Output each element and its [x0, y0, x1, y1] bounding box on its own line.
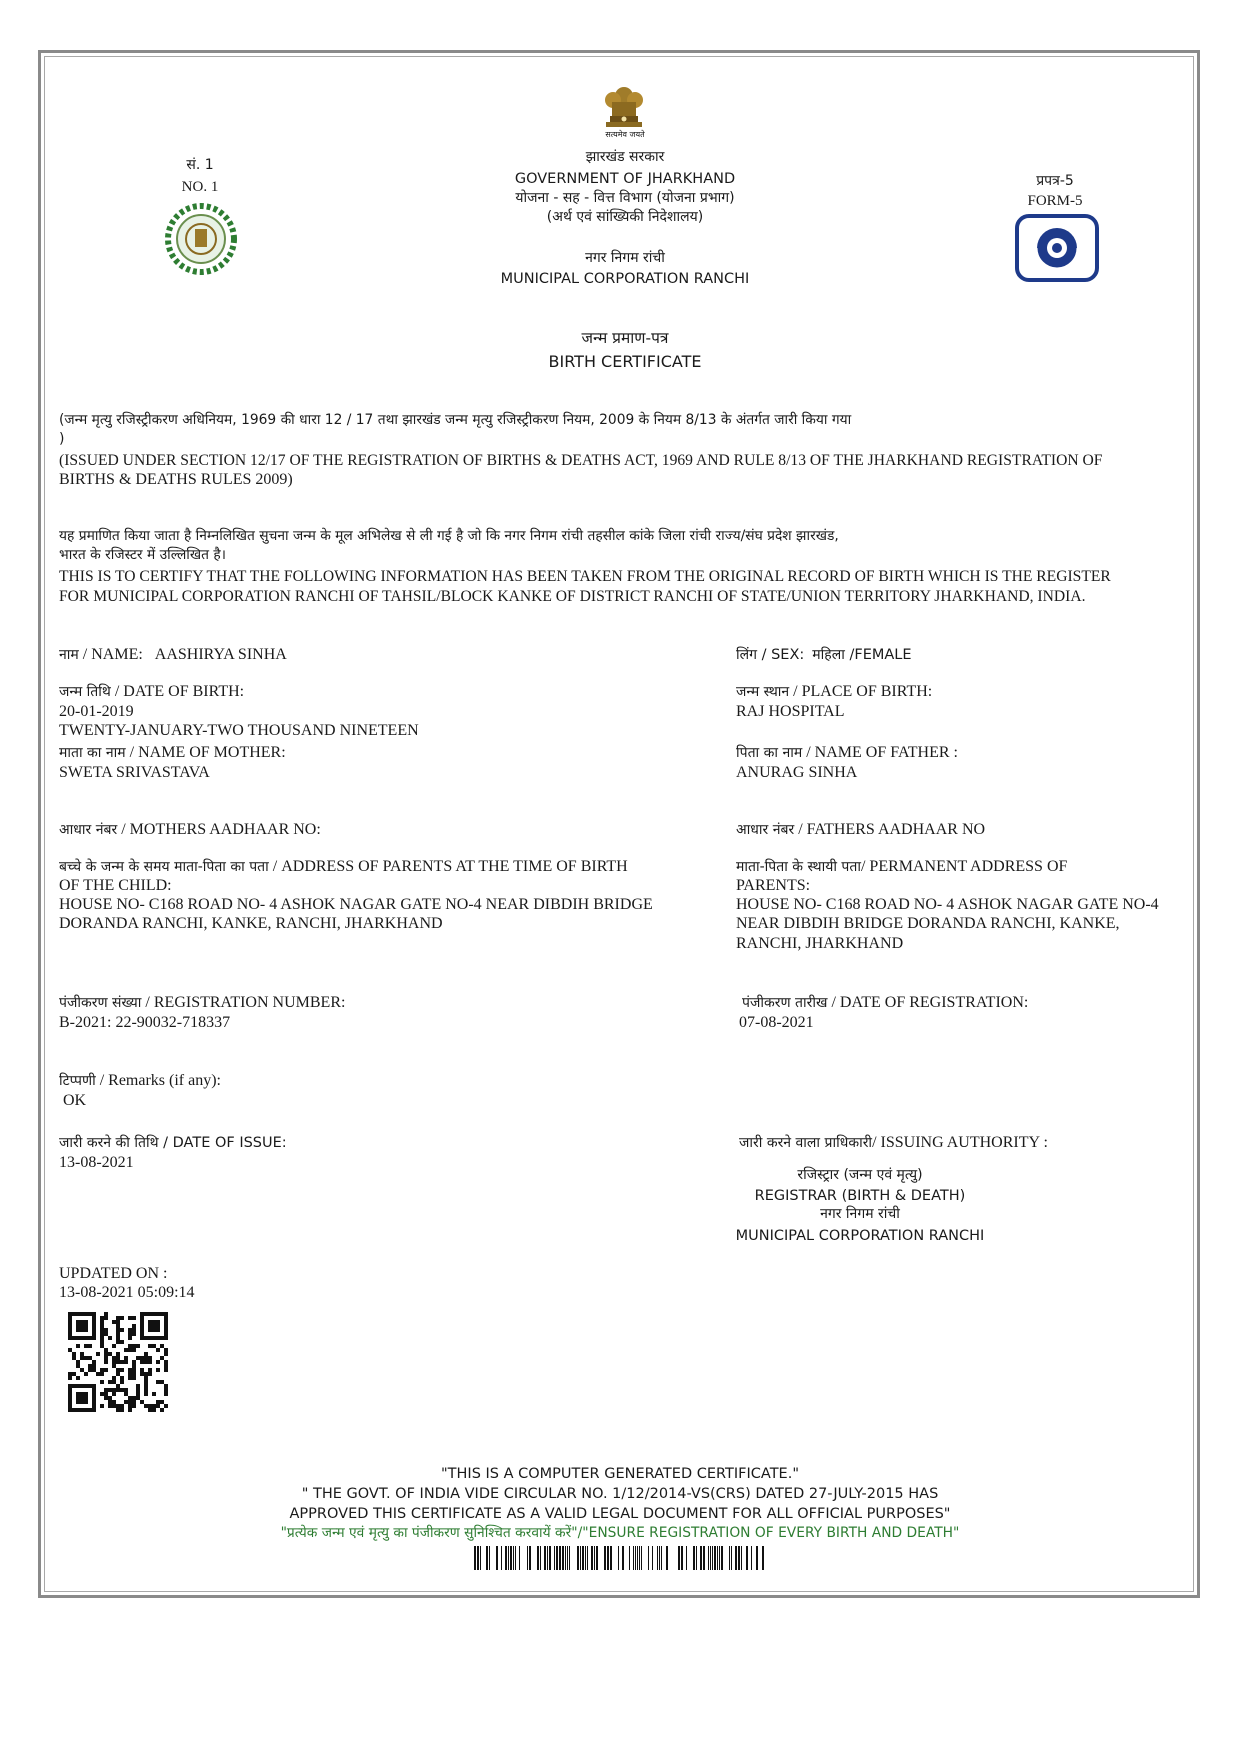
authority-corp-hindi: नगर निगम रांची	[820, 1206, 900, 1222]
preamble-english-line2: BIRTHS & DEATHS RULES 2009)	[59, 471, 293, 488]
authority-label-hindi: जारी करने वाला प्राधिकारी	[739, 1135, 873, 1151]
sex-label-hindi: लिंग	[736, 647, 757, 663]
father-label-hindi: पिता का नाम	[736, 745, 803, 761]
mother-name-label	[59, 743, 286, 763]
father-label-english: / NAME OF FATHER :	[802, 744, 958, 761]
father-aadhaar-label-hindi: आधार नंबर	[736, 822, 795, 838]
reg-no-label-hindi: पंजीकरण संख्या	[59, 995, 142, 1011]
permanent-address-line1: HOUSE NO- C168 ROAD NO- 4 ASHOK NAGAR GATE NO-4	[736, 896, 1159, 913]
emblem-motto: सत्यमेव जयते	[605, 130, 645, 139]
birth-address-label-hindi: बच्चे के जन्म के समय माता-पिता का पता	[59, 859, 269, 875]
department-hindi: योजना - सह - वित्त विभाग (योजना प्रभाग)	[515, 190, 735, 206]
issuing-authority-label	[739, 1133, 1048, 1153]
certify-hindi-line2: भारत के रजिस्टर में उल्लिखित है।	[59, 547, 226, 563]
updated-on-value: 13-08-2021 05:09:14	[59, 1284, 195, 1301]
father-aadhaar-label	[736, 820, 985, 840]
barcode	[472, 1546, 772, 1570]
permanent-address-line2: NEAR DIBDIH BRIDGE DORANDA RANCHI, KANKE,	[736, 915, 1120, 932]
computer-generated-note: "THIS IS A COMPUTER GENERATED CERTIFICATE."	[441, 1466, 799, 1482]
pob-label-english: / PLACE OF BIRTH:	[789, 683, 933, 700]
dob-label-english: / DATE OF BIRTH:	[110, 683, 245, 700]
registration-number-value: B-2021: 22-90032-718337	[59, 1014, 231, 1031]
authority-label-english: / ISSUING AUTHORITY :	[872, 1134, 1048, 1151]
state-emblem-icon	[596, 76, 652, 138]
serial-no-english: NO. 1	[181, 179, 219, 195]
date-of-issue-label	[59, 1133, 287, 1153]
sex-value: /FEMALE	[844, 647, 912, 663]
form-no-english: FORM-5	[1027, 193, 1083, 209]
registration-number-label	[59, 993, 345, 1013]
date-of-issue-value: 13-08-2021	[59, 1154, 134, 1171]
state-name-english: GOVERNMENT OF JHARKHAND	[514, 171, 736, 187]
issue-label-hindi: जारी करने की तिथि	[59, 1135, 159, 1151]
certify-hindi-line1: यह प्रमाणित किया जाता है निम्नलिखित सुचना जन्म के मूल अभिलेख से ली गई है जो कि नगर निगम रांची तहसील कांके जिला रांची राज्य/संघ प्रदेश झारखंड,	[59, 528, 839, 544]
birth-address-line1: HOUSE NO- C168 ROAD NO- 4 ASHOK NAGAR GATE NO-4 NEAR DIBDIH BRIDGE	[59, 896, 653, 913]
pob-value: RAJ HOSPITAL	[736, 703, 845, 720]
certify-english-line1: THIS IS TO CERTIFY THAT THE FOLLOWING INFORMATION HAS BEEN TAKEN FROM THE ORIGINAL RECORD OF BIRTH WHICH IS THE REGISTER	[59, 568, 1111, 585]
permanent-address-line3: RANCHI, JHARKHAND	[736, 935, 904, 952]
updated-on-label: UPDATED ON :	[59, 1265, 168, 1282]
sex-field	[736, 645, 912, 665]
permanent-address-label-english: / PERMANENT ADDRESS OF	[860, 858, 1068, 875]
pob-label	[736, 682, 932, 702]
registration-date-value: 07-08-2021	[739, 1014, 814, 1031]
directorate-hindi: (अर्थ एवं सांख्यिकी निदेशालय)	[546, 209, 704, 225]
sex-label: / SEX:	[757, 647, 805, 663]
mother-label-hindi: माता का नाम	[59, 745, 126, 761]
remarks-label	[59, 1071, 221, 1091]
dob-value: 20-01-2019	[59, 703, 134, 720]
dob-label	[59, 682, 244, 702]
remarks-label-english: / Remarks (if any):	[95, 1072, 221, 1089]
mother-name-value: SWETA SRIVASTAVA	[59, 764, 210, 781]
name-label: / NAME:	[78, 646, 143, 663]
authority-title-english: REGISTRAR (BIRTH & DEATH)	[754, 1188, 966, 1204]
permanent-address-label-hindi: माता-पिता के स्थायी पता	[736, 859, 861, 875]
father-name-label	[736, 743, 958, 763]
corporation-hindi: नगर निगम रांची	[585, 250, 665, 266]
registration-slogan: "प्रत्येक जन्म एवं मृत्यु का पंजीकरण सुनिश्चित करवायें करें"/"ENSURE REGISTRATION OF EVERY BIRTH AND DEATH"	[280, 1525, 960, 1541]
reg-no-label-english: / REGISTRATION NUMBER:	[141, 994, 346, 1011]
remarks-label-hindi: टिप्पणी	[59, 1073, 96, 1089]
preamble-hindi-line1: (जन्म मृत्यु रजिस्ट्रीकरण अधिनियम, 1969 की धारा 12 / 17 तथा झारखंड जन्म मृत्यु रजिस्ट्रीकरण नियम, 2009 के नियम 8/13 के अंतर्गत जारी किया गया	[59, 412, 852, 428]
preamble-english-line1: (ISSUED UNDER SECTION 12/17 OF THE REGISTRATION OF BIRTHS & DEATHS ACT, 1969 AND RULE 8/13 OF THE JHARKHAND REGISTRATION OF	[59, 452, 1103, 469]
govt-circular-note: " THE GOVT. OF INDIA VIDE CIRCULAR NO. 1/12/2014-VS(CRS) DATED 27-JULY-2015 HAS	[301, 1486, 939, 1502]
registration-date-label	[742, 993, 1028, 1013]
dob-in-words: TWENTY-JANUARY-TWO THOUSAND NINETEEN	[59, 722, 419, 739]
mother-aadhaar-label-hindi: आधार नंबर	[59, 822, 118, 838]
permanent-address-label	[736, 857, 1067, 877]
name-label-hindi: नाम	[59, 647, 79, 663]
father-aadhaar-label-english: / FATHERS AADHAAR NO	[794, 821, 986, 838]
mother-aadhaar-label-english: / MOTHERS AADHAAR NO:	[117, 821, 321, 838]
remarks-value: OK	[63, 1092, 87, 1109]
crs-logo-icon	[1015, 214, 1099, 282]
birth-address-label-line2: OF THE CHILD:	[59, 877, 172, 894]
certify-english-line2: FOR MUNICIPAL CORPORATION RANCHI OF TAHSIL/BLOCK KANKE OF DISTRICT RANCHI OF STATE/UNION TERRITORY JHARKHAND, INDIA.	[59, 588, 1086, 605]
legal-document-note: APPROVED THIS CERTIFICATE AS A VALID LEGAL DOCUMENT FOR ALL OFFICIAL PURPOSES"	[289, 1506, 951, 1522]
serial-no-hindi: सं. 1	[186, 157, 214, 173]
title-english: BIRTH CERTIFICATE	[548, 352, 702, 371]
reg-date-label-hindi: पंजीकरण तारीख	[742, 995, 828, 1011]
dob-label-hindi: जन्म तिथि	[59, 684, 111, 700]
title-hindi: जन्म प्रमाण-पत्र	[581, 329, 669, 347]
jharkhand-seal-icon	[160, 203, 242, 275]
authority-title-hindi: रजिस्ट्रार (जन्म एवं मृत्यु)	[797, 1167, 923, 1183]
corporation-english: MUNICIPAL CORPORATION RANCHI	[500, 271, 750, 287]
issue-label-english: / DATE OF ISSUE:	[158, 1135, 287, 1151]
mother-aadhaar-label	[59, 820, 321, 840]
birth-address-label-english: / ADDRESS OF PARENTS AT THE TIME OF BIRTH	[268, 858, 628, 875]
pob-label-hindi: जन्म स्थान	[736, 684, 790, 700]
authority-corp-english: MUNICIPAL CORPORATION RANCHI	[735, 1228, 985, 1244]
reg-date-label-english: / DATE OF REGISTRATION:	[827, 994, 1029, 1011]
father-name-value: ANURAG SINHA	[736, 764, 858, 781]
mother-label-english: / NAME OF MOTHER:	[125, 744, 286, 761]
birth-address-label	[59, 857, 628, 877]
preamble-hindi-line2: )	[59, 431, 65, 447]
permanent-address-label-line2: PARENTS:	[736, 877, 811, 894]
name-field	[59, 645, 287, 665]
state-name-hindi: झारखंड सरकार	[585, 149, 665, 165]
name-value: AASHIRYA SINHA	[154, 646, 287, 663]
form-no-hindi: प्रपत्र-5	[1036, 173, 1074, 189]
qr-code	[68, 1312, 168, 1412]
sex-value-hindi: महिला	[812, 647, 845, 663]
birth-address-line2: DORANDA RANCHI, KANKE, RANCHI, JHARKHAND	[59, 915, 443, 932]
